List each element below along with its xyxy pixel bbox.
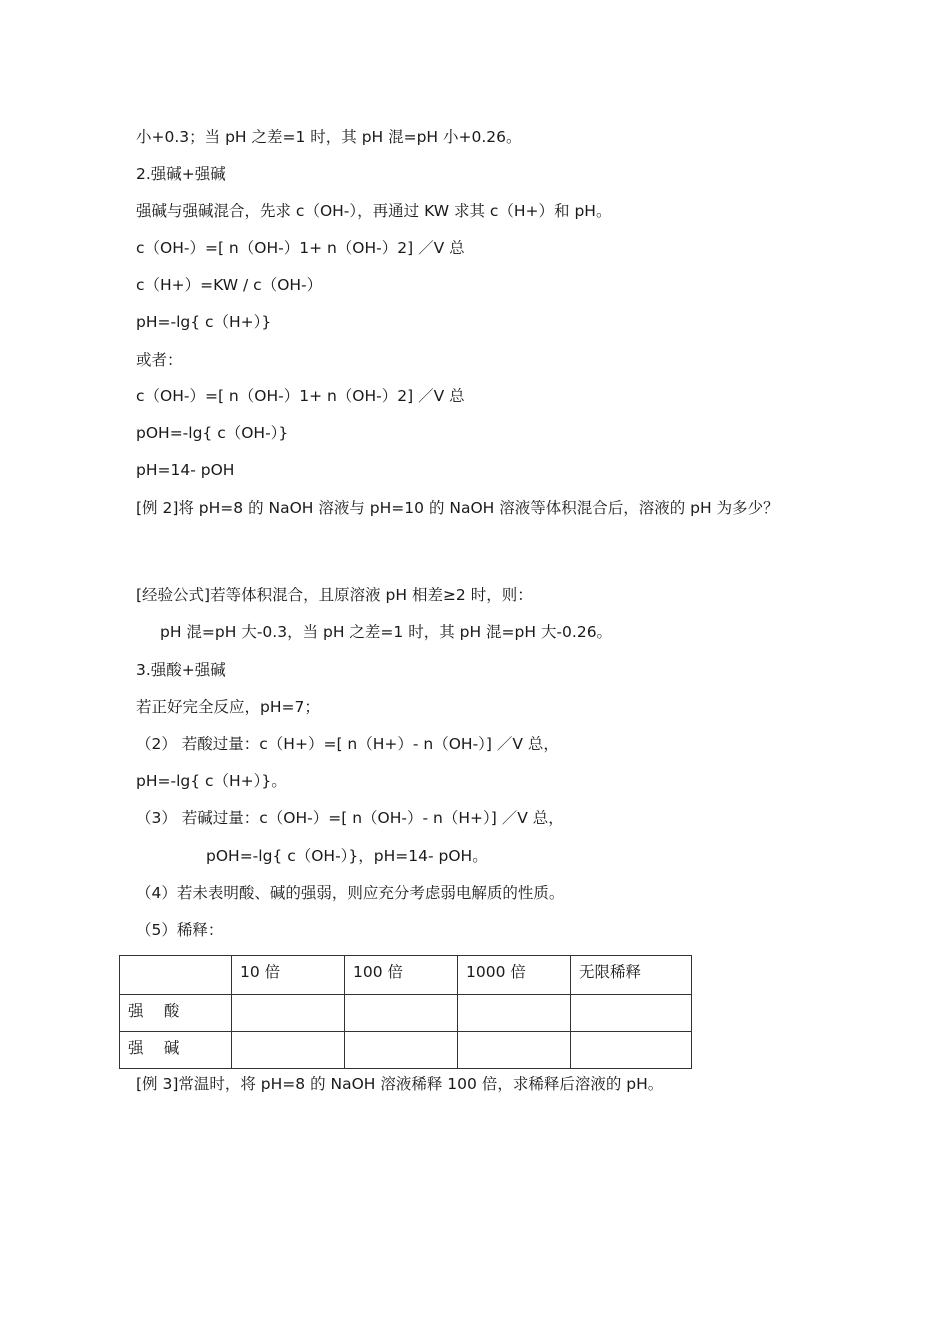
table-row-label: 强 酸 [120,995,232,1032]
formula-line: pOH=-lg{ c（OH-）} [136,424,289,442]
table-cell [458,1032,571,1069]
table-header-cell: 100 倍 [345,956,458,995]
table-cell [571,1032,692,1069]
table-cell [232,995,345,1032]
table-cell [571,995,692,1032]
formula-line: pH=14- pOH [136,461,235,479]
formula-line: c（OH-）=[ n（OH-）1+ n（OH-）2] ／V 总 [136,239,465,257]
table-row [120,995,692,1032]
text-line: [经验公式]若等体积混合，且原溶液 pH 相差≥2 时，则： [136,586,533,604]
formula-line: pOH=-lg{ c（OH-）}，pH=14- pOH。 [206,847,488,865]
section-heading: 2.强碱+强碱 [136,165,226,183]
table-row [120,1032,692,1069]
text-line: 强碱与强碱混合，先求 c（OH-），再通过 KW 求其 c（H+）和 pH。 [136,202,612,220]
example-line: [例 3]常温时，将 pH=8 的 NaOH 溶液稀释 100 倍，求稀释后溶液的 pH。 [136,1075,664,1093]
text-line: （4）若未表明酸、碱的强弱，则应充分考虑弱电解质的性质。 [136,884,565,902]
table-header-cell: 10 倍 [232,956,345,995]
table-header-cell: 1000 倍 [458,956,571,995]
text-line: 或者： [136,351,183,369]
section-heading: 3.强酸+强碱 [136,661,226,679]
formula-line: pH=-lg{ c（H+）}。 [136,772,287,790]
text-line: 小+0.3；当 pH 之差=1 时，其 pH 混=pH 小+0.26。 [136,128,522,146]
text-line: （5）稀释： [136,921,224,939]
formula-line: pH=-lg{ c（H+）} [136,313,272,331]
formula-line: pH 混=pH 大-0.3，当 pH 之差=1 时，其 pH 混=pH 大-0.26。 [160,623,613,641]
text-line: 若正好完全反应，pH=7； [136,698,320,716]
formula-line: （3） 若碱过量：c（OH-）=[ n（OH-）- n（H+）] ／V 总， [136,809,564,827]
table-cell [345,995,458,1032]
table-header-cell [120,956,232,995]
formula-line: c（OH-）=[ n（OH-）1+ n（OH-）2] ／V 总 [136,387,465,405]
table-header-cell: 无限稀释 [571,956,692,995]
table-cell [345,1032,458,1069]
table-cell [232,1032,345,1069]
table-header-row [120,956,692,995]
table-row-label: 强 碱 [120,1032,232,1069]
table-cell [458,995,571,1032]
dilution-table [119,955,692,1069]
formula-line: c（H+）=KW / c（OH-） [136,276,323,294]
formula-line: （2） 若酸过量：c（H+）=[ n（H+）- n（OH-）] ／V 总， [136,735,559,753]
example-line: [例 2]将 pH=8 的 NaOH 溶液与 pH=10 的 NaOH 溶液等体积混合后，溶液的 pH 为多少？ [136,499,779,517]
